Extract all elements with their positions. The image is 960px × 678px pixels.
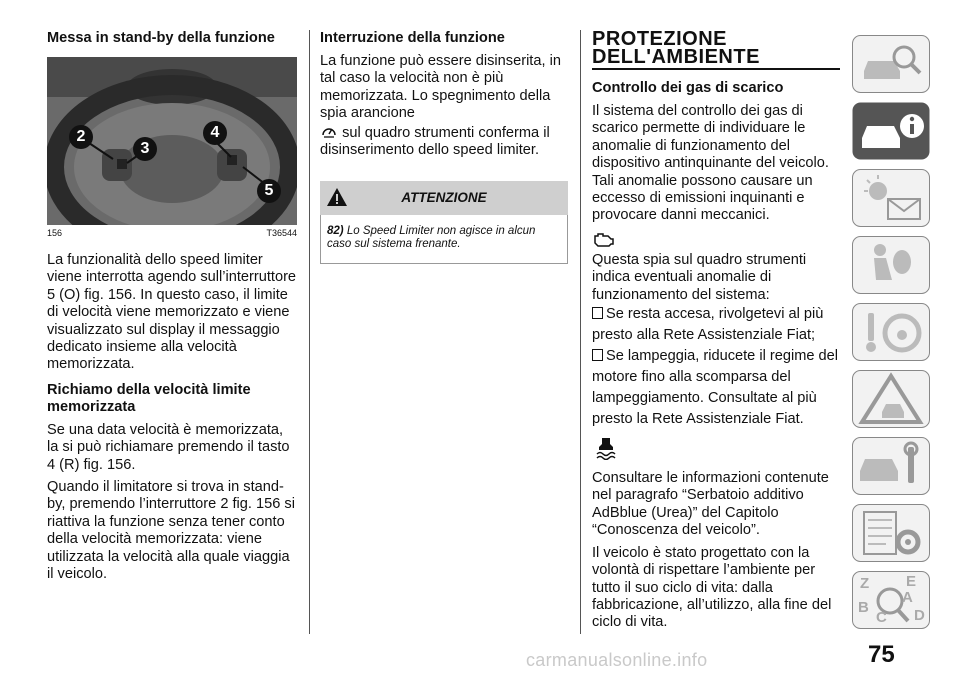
paragraph-standby: La funzionalità dello speed limiter viene interrotta agendo sull’interruttore 5 (O) fig. 156. In questo caso, il limite di velocità viene memorizzato e viene visualizzato sul display il messaggio dedicato insieme alla velocità memorizzata. xyxy=(47,252,297,373)
paragraph-recall-1: Se una data velocità è memorizzata, la si può richiamare premendo il tasto 4 (R) fig. 156. xyxy=(47,421,290,473)
speed-limiter-warning-icon xyxy=(320,123,338,139)
tab-car-search[interactable] xyxy=(852,35,930,93)
column-middle xyxy=(320,30,568,264)
column-divider-1 xyxy=(309,30,310,634)
column-left xyxy=(47,30,297,589)
paragraph-recall-2: Quando il limitatore si trova in stand-by, premendo l’interruttore 2 fig. 156 si riattiva la funzione senza tener conto della velocità memorizzata: viene utilizzata la velocità alla quale viaggia il veicolo. xyxy=(47,479,295,583)
paragraph-interrupt xyxy=(320,53,568,159)
paragraph-interrupt-after: sul quadro strumenti conferma il disinserimento dello speed limiter. xyxy=(320,124,550,159)
paragraph-interrupt-text: La funzione può essere disinserita, in tal caso la velocità non è più memorizzata. Lo spegnimento della spia arancione xyxy=(320,53,561,122)
bullet-item-2 xyxy=(592,346,840,430)
tab-specs[interactable] xyxy=(852,504,930,562)
figure-steering-wheel xyxy=(47,57,297,225)
paragraph-warning-light: Questa spia sul quadro strumenti indica eventuali anomalie di funzionamento del sistema: xyxy=(592,251,807,303)
checkbox-bullet-icon xyxy=(592,349,603,361)
car-info-icon xyxy=(852,102,930,160)
index-letter-b: B xyxy=(858,599,869,616)
callout-2: 2 xyxy=(69,125,93,149)
tab-warning-lights[interactable] xyxy=(852,169,930,227)
heading-exhaust-control: Controllo dei gas di scarico xyxy=(592,80,784,96)
tab-breakdown[interactable] xyxy=(852,370,930,428)
paragraph-adblue: Consultare le informazioni contenute nel paragrafo “Serbatoio additivo AdBblue (Urea)” del Capitolo “Conoscenza del veicolo”. xyxy=(592,470,829,539)
title-underline xyxy=(592,68,840,70)
engine-warning-icon xyxy=(592,230,616,248)
engine-warning-line xyxy=(592,230,840,252)
callout-5: 5 xyxy=(257,179,281,203)
section-title-line1: PROTEZIONE xyxy=(592,28,728,50)
section-title-line2: DELL'AMBIENTE xyxy=(592,46,760,68)
warning-header xyxy=(320,181,568,215)
bullet-text-2: Se lampeggia, riducete il regime del motore fino alla scomparsa del lampeggiamento. Consultate al più presto la Rete Assistenziale Fiat. xyxy=(592,348,839,428)
heading-interrupt: Interruzione della funzione xyxy=(320,30,505,46)
car-wrench-icon xyxy=(852,437,930,495)
warning-number: 82) xyxy=(327,225,344,238)
chapter-tabs xyxy=(852,35,930,638)
column-right xyxy=(592,30,840,637)
warning-title: ATTENZIONE xyxy=(401,190,487,206)
heading-standby: Messa in stand-by della funzione xyxy=(47,30,275,46)
checkbox-bullet-icon xyxy=(592,307,603,319)
breakdown-triangle-icon xyxy=(852,370,930,428)
tab-car-service[interactable] xyxy=(852,437,930,495)
page-number: 75 xyxy=(868,641,895,668)
index-letter-a: A xyxy=(902,589,913,606)
index-letter-e: E xyxy=(906,573,917,590)
tab-alphabetical-index[interactable] xyxy=(852,571,930,629)
key-steering-icon xyxy=(852,303,930,361)
adblue-icon xyxy=(595,436,617,460)
tab-car-info[interactable] xyxy=(852,102,930,160)
figure-number: 156 xyxy=(47,228,63,238)
bullet-item-1 xyxy=(592,304,840,346)
heading-recall: Richiamo della velocità limite memorizzata xyxy=(47,381,251,415)
callout-4: 4 xyxy=(203,121,227,145)
figure-caption xyxy=(47,228,297,238)
airbag-person-icon xyxy=(852,236,930,294)
index-letter-z: Z xyxy=(860,575,870,592)
car-search-icon xyxy=(852,35,930,93)
warning-body xyxy=(320,215,568,264)
watermark: carmanualsonline.info xyxy=(526,650,708,670)
warning-lights-icon xyxy=(852,169,930,227)
adblue-icon-line xyxy=(592,436,840,470)
callout-3: 3 xyxy=(133,137,157,161)
figure-code: T36544 xyxy=(266,228,297,238)
index-letter-c: C xyxy=(876,609,887,626)
tab-key-steering[interactable] xyxy=(852,303,930,361)
column-divider-2 xyxy=(580,30,581,634)
specs-gear-icon xyxy=(852,504,930,562)
tab-airbag[interactable] xyxy=(852,236,930,294)
paragraph-design: Il veicolo è stato progettato con la volontà di rispettare l’ambiente per tutto il suo ciclo di vita: dalla fabbricazione, all’utilizzo, alla fine del ciclo di vita. xyxy=(592,544,832,631)
paragraph-exhaust: Il sistema del controllo dei gas di scarico permette di individuare le anomalie di funzionamento del dispositivo antinquinante del veicolo. Tali anomalie possono causare un eccesso di emissioni inquinanti e provocare danni meccanici. xyxy=(592,103,829,224)
index-letter-d: D xyxy=(914,607,925,624)
section-title xyxy=(592,30,840,66)
bullet-text-1: Se resta accesa, rivolgetevi al più presto alla Rete Assistenziale Fiat; xyxy=(592,306,824,344)
warning-text: Lo Speed Limiter non agisce in alcun caso sul sistema frenante. xyxy=(327,225,536,251)
